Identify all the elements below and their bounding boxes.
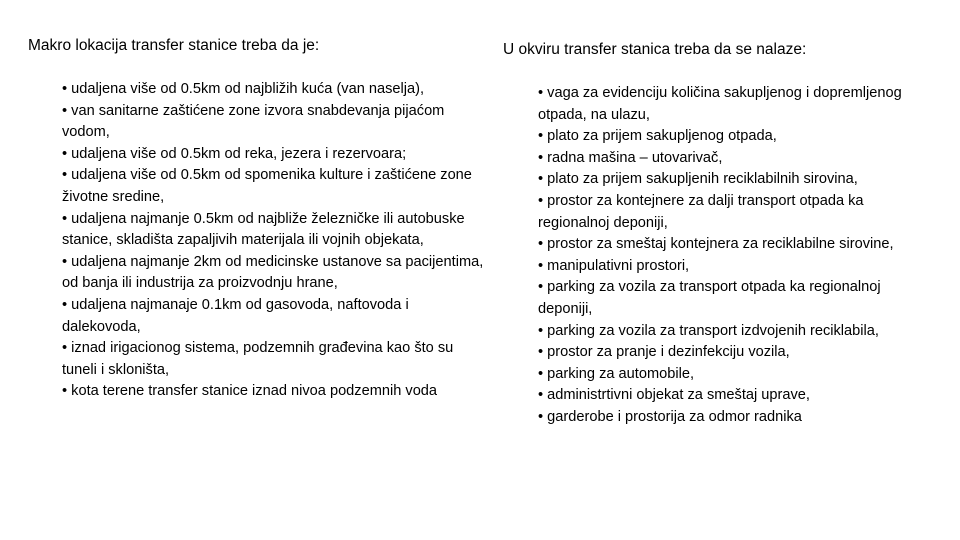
list-item: • prostor za pranje i dezinfekciju vozila,	[538, 344, 790, 361]
list-item: • plato za prijem sakupljenog otpada,	[538, 128, 777, 145]
list-item: • prostor za smeštaj kontejnera za reciklabilne sirovine,	[538, 236, 894, 253]
list-item: • manipulativni prostori,	[538, 257, 690, 274]
list-item: • garderobe i prostorija za odmor radnika	[538, 408, 802, 425]
list-item: • udaljena više od 0.5km od spomenika kulture i zaštićene zone životne sredine,	[62, 167, 472, 205]
list-item: • udaljena najmanaje 0.1km od gasovoda, naftovoda i dalekovoda,	[62, 296, 409, 335]
list-item: • van sanitarne zaštićene zone izvora snabdevanja pijaćom vodom,	[62, 102, 445, 141]
list-item: • plato za prijem sakupljenih reciklabilnih sirovina,	[538, 171, 858, 188]
list-item: • udaljena više od 0.5km od najbližih kuća (van naselja),	[62, 81, 425, 97]
list-item: • udaljena najmanje 2km od medicinske ustanove sa pacijentima, od banja ili industrija za proizvodnju hrane,	[62, 253, 484, 292]
list-item: • kota terene transfer stanice iznad nivoa podzemnih voda	[62, 383, 438, 400]
list-item: • iznad irigacionog sistema, podzemnih građevina kao što su tuneli i skloništa,	[62, 340, 454, 378]
right-bullet-list	[538, 83, 938, 429]
left-bullet-list	[62, 79, 487, 403]
list-item: • parking za vozila za transport otpada ka regionalnoj deponiji,	[538, 279, 881, 317]
list-item: • prostor za kontejnere za dalji transport otpada ka regionalnoj deponiji,	[538, 192, 864, 231]
list-item: • administrtivni objekat za smeštaj uprave,	[538, 387, 810, 404]
list-item: • udaljena više od 0.5km od reka, jezera i rezervoara;	[62, 145, 407, 162]
left-column-heading: Makro lokacija transfer stanice treba da je:	[28, 37, 320, 54]
list-item: • parking za automobile,	[538, 365, 694, 382]
list-item: • vaga za evidenciju količina sakupljenog i dopremljenog otpada, na ulazu,	[538, 85, 902, 123]
list-item: • parking za vozila za transport izdvojenih reciklabila,	[538, 322, 879, 339]
list-item: • udaljena najmanje 0.5km od najbliže železničke ili autobuske stanice, skladišta zapaljivih materijala ili vojnih objekata,	[62, 210, 465, 249]
right-column-heading: U okviru transfer stanica treba da se nalaze:	[503, 41, 807, 58]
list-item: • radna mašina – utovarivač,	[538, 149, 723, 166]
